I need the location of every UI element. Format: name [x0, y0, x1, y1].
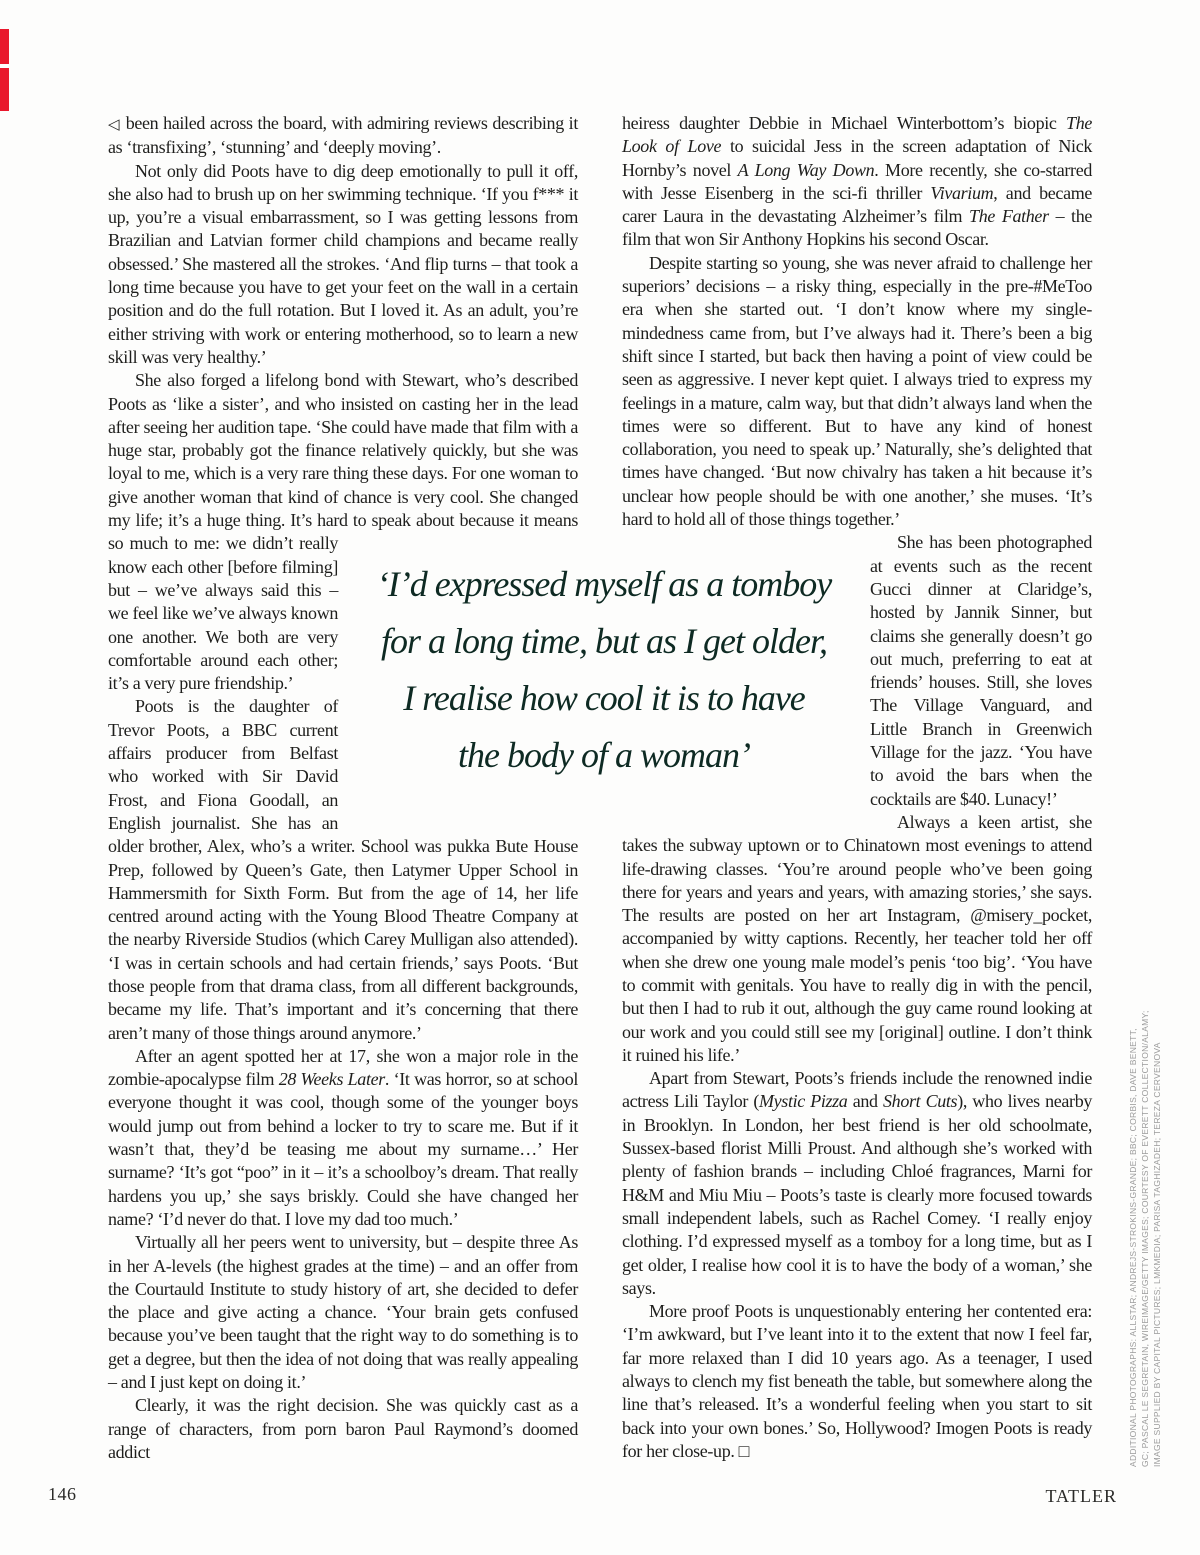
pull-quote-line: ‘I’d expressed myself as a tomboy	[376, 564, 832, 604]
pull-quote-line: for a long time, but as I get older,	[381, 621, 827, 661]
body-paragraph	[622, 1067, 1092, 1300]
photo-credits	[1127, 987, 1165, 1467]
body-text: been hailed across the board, with admiring reviews describing it as ‘transfixing’, ‘stunning’ and ‘deeply moving’.	[108, 113, 578, 158]
photo-credit-line: IMAGE SUPPLIED BY CAPITAL PICTURES; LMKMEDIA; PARISA TAGHIZADEH; TEREZA CERVENOVA	[1152, 1042, 1162, 1467]
body-text: She has been photographed at events such as the recent Gucci dinner at Claridge’s, hosted by Jannik Sinner, but claims she generally doesn’t go out much, preferring to eat at friends’ houses. Still, she loves The Village Vanguard, and Little Branch in Greenwich Village for the jazz. ‘You have to avoid the bars when the cocktails are $40. Lunacy!’	[870, 532, 1092, 809]
continuation-arrow-icon: ◁	[108, 115, 126, 133]
body-text: Apart from Stewart, Poots’s friends include the renowned indie actress Lili Taylor (	[622, 1068, 1092, 1112]
red-marker-segment	[0, 29, 9, 64]
body-text: heiress daughter Debbie in Michael Winterbottom’s biopic	[622, 113, 1067, 133]
pull-quote-line: the body of a woman’	[458, 735, 750, 775]
pull-quote-line: I realise how cool it is to have	[403, 678, 805, 718]
pull-quote	[330, 556, 878, 784]
article-column-left	[108, 112, 578, 1464]
body-text: and	[847, 1091, 884, 1112]
italic-title-text: The Father	[969, 206, 1049, 227]
body-text: , and became carer Laura in the devastating Alzheimer’s film	[622, 182, 1092, 227]
body-text: . ‘It was horror, so at school everyone thought it was cool, though some of the younger boys would jump out from behind a locker to try to scare me. But if it wasn’t that, they’d be teasing me about my surname…’ Her surname? ‘It’s got “poo” in it – it’s a schoolboy’s dream. That really hardens you up,’ she says briskly. Could she have changed her name? ‘I’d never do that. I love my dad too much.’	[108, 1069, 579, 1229]
body-text: Always a keen artist, she takes the subway uptown or to Chinatown most evenings to attend life-drawing classes. ‘You’re around people who’ve been going there for years and years and years, with amazing stories,’ she says. The results are posted on her art Instagram, @misery_pocket, accompanied by witty captions. Recently, her teacher told her off when she drew one young male model’s penis ‘too big’. ‘You have to commit with genitals. You have to really dig in with the pencil, but then I had to rub it out, although the guy came round looking at our work and you could still see my [original] outline. I don’t think it ruined his life.’	[622, 811, 1092, 1065]
body-text: Despite starting so young, she was never afraid to challenge her superiors’ decisions – a risky thing, especially in the pre-#MeToo era when she started out. ‘I don’t know where my single-mindedness came from, but I’ve always had it. There’s been a big shift since I started, but back then having a point of view could be seen as aggressive. I never kept quiet. I always tried to express my feelings in a mature, calm way, but that didn’t always land when the times were so different. But to have any kind of honest collaboration, you need to speak up.’ Naturally, she’s delighted that times have changed. ‘But now chivalry has taken a hit because it’s unclear how people should be with one another,’ she muses. ‘It’s hard to hold all of those things together.’	[622, 252, 1092, 530]
body-text: Virtually all her peers went to university, but – despite three As in her A-levels (the highest grades at the time) – and an offer from the Courtauld Institute to study history of art, she decided to defer the place and give acting a chance. ‘Your brain gets confused because you’ve been taught that the right way to do something is to get a degree, but then the idea of not doing that was really appealing – and I just kept on doing it.’	[108, 1232, 578, 1393]
body-text: . More recently, she co-starred with Jesse Eisenberg in the sci-fi thriller	[622, 159, 1092, 203]
body-paragraph	[108, 1394, 578, 1464]
body-paragraph	[108, 1045, 578, 1231]
body-paragraph	[108, 1231, 578, 1394]
body-text: because it means so much to me: we didn’t really know each other [before filming] but – we’ve always said this – we feel like we’ve always known one another. We both are very comfortable around each other; it’s a very pure friendship.’	[108, 510, 578, 694]
body-text: Poots is the daughter of Trevor Poots, a BBC current affairs producer from Belfast who worked with Sir David Frost, and Fiona Goodall, an English journalist. She has an older brother, Alex, who’s a writer. School was pukka Bute House Prep, followed by Queen’s Gate, then Latymer Upper School in Hammersmith for Sixth Form. But from the age of 14, her life centred around acting with the Young Blood Theatre Company at the nearby Riverside Studios (which Carey Mulligan also attended). ‘I was in certain schools and had certain friends,’ says Poots. ‘But those people from that drama class, from all different backgrounds, became my life. That’s important and it’s concerning that there aren’t many of those things around anymore.’	[108, 696, 578, 1043]
red-page-marker	[0, 29, 9, 111]
body-paragraph	[622, 112, 1092, 252]
italic-title-text: Vivarium	[930, 182, 994, 203]
photo-credit-line: GC; PASCAL LE SEGRETAIN, WIREIMAGE/GETTY IMAGES; COURTESY OF EVERETT COLLECTION/ALAMY;	[1140, 1010, 1150, 1467]
italic-title-text: The Look of Love	[622, 113, 1092, 157]
body-paragraph	[108, 160, 578, 370]
body-text: to suicidal Jess in the screen adaptation of Nick Hornby’s novel	[622, 136, 1092, 180]
italic-title-text: A Long Way Down	[737, 159, 875, 180]
body-text: After an agent spotted her at 17, she won a major role in the zombie-apocalypse film	[108, 1045, 578, 1090]
body-paragraph	[622, 811, 1092, 1067]
body-text: ), who lives nearby in Brooklyn. In London, her best friend is her old schoolmate, Sussex-based florist Milli Proust. And although she’s worked with plenty of fashion brands – including Chloé fragrances, Marni for H&M and Miu Miu – Poots’s taste is clearly more focused towards small independent labels, such as Rachel Comey. ‘I really enjoy clothing. I’d expressed myself as a tomboy for a long time, but as I get older, I realise how cool it is to have the body of a woman,’ she says.	[622, 1091, 1092, 1298]
italic-title-text: Mystic Pizza	[759, 1091, 848, 1112]
article-column-right	[622, 112, 1092, 1463]
body-text: Clearly, it was the right decision. She was quickly cast as a range of characters, from porn baron Paul Raymond’s doomed addict	[108, 1395, 578, 1462]
body-text: More proof Poots is unquestionably entering her contented era: ‘I’m awkward, but I’ve leant into it to the extent that now I feel far, far more relaxed than I did 10 years ago. As a teenager, I used always to clench my fist beneath the table, but somewhere along the line that’s released. It’s a wonderful feeling when you start to sit back into your own bones.’ So, Hollywood? Imogen Poots is ready for her close-up. □	[622, 1301, 1092, 1461]
photo-credit-line: ADDITIONAL PHOTOGRAPHS: ALLSTAR; ANDREJS-STROKINS-GRANDE; BBC; CORBIS, DAVE BENETT,	[1128, 1028, 1138, 1467]
red-marker-segment	[0, 68, 9, 111]
body-paragraph	[108, 112, 578, 160]
body-paragraph	[622, 1300, 1092, 1463]
page-number: 146	[48, 1484, 77, 1504]
body-text: She also forged a lifelong bond with Stewart, who’s described Poots as ‘like a sister’, and who insisted on casting her in the lead after seeing her audition tape. ‘She could have made that film with a huge star, probably got the finance relatively quickly, but she was loyal to me, which is a very rare thing these days. For one woman to give another woman that kind of chance is very cool. She changed my life; it’s a huge thing. It’s hard to speak about	[108, 370, 578, 531]
body-text: Not only did Poots have to dig deep emotionally to pull it off, she also had to brush up on her swimming technique. ‘If you f*** it up, you’re a visual embarrassment, so I was getting lessons from Brazilian and Latvian former child champions and became really obsessed.’ She mastered all the strokes. ‘And flip turns – that took a long time because you have to get your feet on the wall in a certain position and do the full rotation. But I loved it. As an adult, you’re either striving with work or entering motherhood, so to learn a new skill was very healthy.’	[108, 160, 578, 367]
italic-title-text: 28 Weeks Later	[278, 1069, 385, 1090]
body-paragraph	[622, 252, 1092, 532]
body-text: – the film that won Sir Anthony Hopkins his second Oscar.	[622, 206, 1092, 250]
italic-title-text: Short Cuts	[883, 1091, 958, 1112]
magazine-title: TATLER	[1045, 1486, 1117, 1506]
